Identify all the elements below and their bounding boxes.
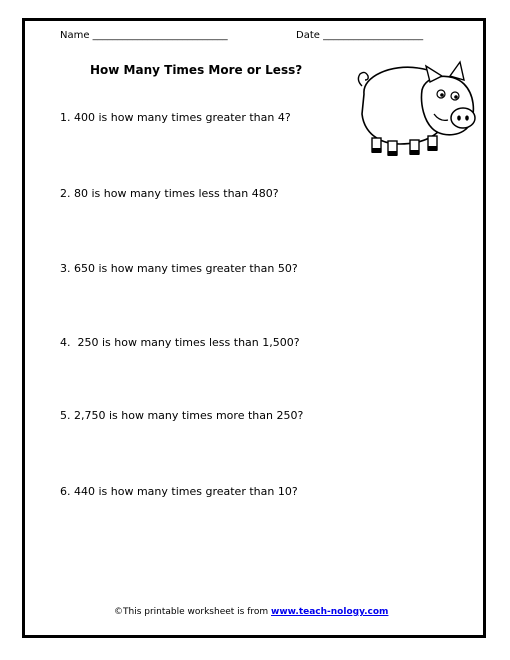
question-3: 3. 650 is how many times greater than 50? — [60, 262, 298, 275]
name-field-line: Name ___________________________ — [60, 30, 228, 41]
question-2: 2. 80 is how many times less than 480? — [60, 187, 279, 200]
worksheet-title: How Many Times More or Less? — [90, 63, 303, 77]
footer-link[interactable]: www.teach-nology.com — [271, 607, 389, 617]
question-6: 6. 440 is how many times greater than 10? — [60, 485, 298, 498]
date-field-line: Date ____________________ — [296, 30, 424, 41]
footer-text: ©This printable worksheet is from — [114, 607, 272, 617]
question-1: 1. 400 is how many times greater than 4? — [60, 111, 291, 124]
footer-credit — [114, 607, 388, 618]
pig-icon — [352, 56, 482, 164]
question-4: 4. 250 is how many times less than 1,500? — [60, 336, 300, 349]
question-5: 5. 2,750 is how many times more than 250? — [60, 409, 304, 422]
